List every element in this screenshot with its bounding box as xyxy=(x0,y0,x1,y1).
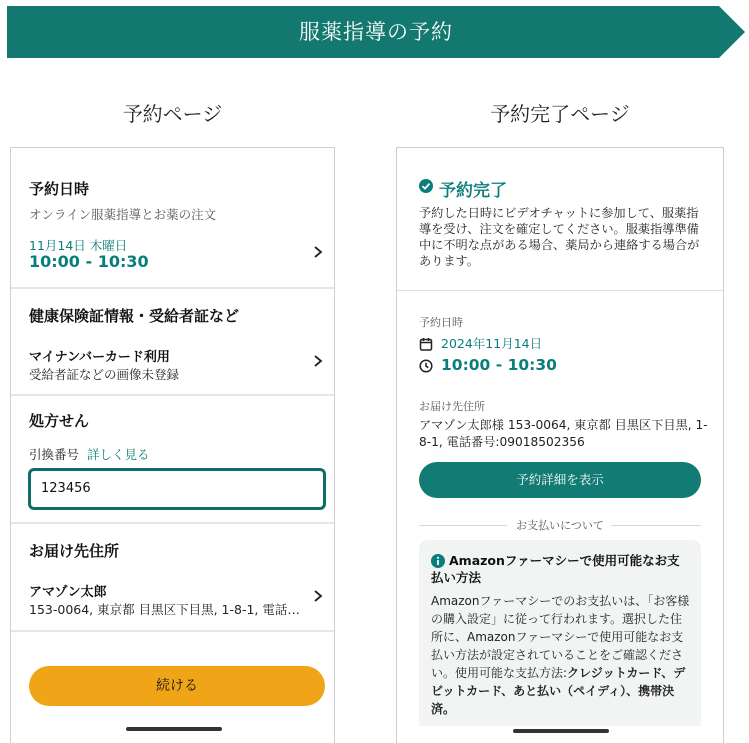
complete-title: 予約完了 xyxy=(439,181,507,201)
time-row xyxy=(419,356,557,374)
chevron-right-icon xyxy=(312,246,324,258)
section-divider xyxy=(397,290,723,291)
details-link[interactable]: 詳しく見る xyxy=(87,447,150,462)
reservation-screen xyxy=(10,147,335,743)
payment-info-body xyxy=(431,592,693,718)
mynumber-card-label: マイナンバーカード利用 xyxy=(29,350,170,365)
scroll-fade xyxy=(11,636,334,660)
complete-screen xyxy=(396,147,724,743)
reservation-time: 10:00 - 10:30 xyxy=(441,356,557,374)
complete-description: 予約した日時にビデオチャットに参加して、服薬指導を受け、注文を確定してください。服薬指導準備中に不明な点がある場合、薬局から連絡する場合があります。 xyxy=(419,206,700,268)
reservation-date: 2024年11月14日 xyxy=(441,336,543,351)
datetime-label: 予約日時 xyxy=(419,316,463,329)
view-reservation-details-button[interactable]: 予約詳細を表示 xyxy=(419,462,701,498)
recipient-name: アマゾン太郎 xyxy=(29,585,107,600)
complete-page-label: 予約完了ページ xyxy=(490,102,630,126)
clock-icon xyxy=(419,358,433,372)
delivery-heading: お届け先住所 xyxy=(29,542,120,560)
insurance-status: 受給者証などの画像未登録 xyxy=(29,367,180,382)
home-indicator xyxy=(126,727,222,731)
page-banner xyxy=(7,6,745,58)
exchange-number-label: 引換番号 xyxy=(29,447,80,462)
date-row xyxy=(419,334,542,352)
reservation-time: 10:00 - 10:30 xyxy=(29,252,149,271)
insurance-section[interactable] xyxy=(11,289,334,395)
prescription-exchange-row xyxy=(29,445,150,463)
address-label: お届け先住所 xyxy=(419,400,485,413)
chevron-right-icon xyxy=(312,590,324,602)
reservation-page-label: 予約ページ xyxy=(122,102,223,126)
delivery-section[interactable] xyxy=(11,524,334,630)
payment-info-heading: Amazonファーマシーで使用可能なお支払い方法 xyxy=(431,553,680,585)
payment-divider-label: お支払いについて xyxy=(516,519,604,532)
prescription-heading: 処方せん xyxy=(29,412,90,430)
check-circle-icon xyxy=(419,178,433,192)
section-divider xyxy=(11,630,334,632)
payment-methods: クレジットカード、デビットカード、あと払い（ペイディ）、携帯決済。 xyxy=(431,666,686,716)
datetime-subtitle: オンライン服薬指導とお薬の注文 xyxy=(29,207,217,222)
calendar-icon xyxy=(419,336,433,350)
datetime-section[interactable] xyxy=(11,148,334,288)
delivery-address: 153-0064, 東京都 目黒区下目黒, 1-8-1, 電話… xyxy=(29,602,300,617)
payment-info-card xyxy=(419,540,701,743)
reservation-date: 11月14日 木曜日 xyxy=(29,238,128,253)
banner-title: 服薬指導の予約 xyxy=(299,20,453,44)
datetime-heading: 予約日時 xyxy=(29,180,90,198)
payment-info-text: Amazonファーマシーでのお支払いは、「お客様の購入設定」に従って行われます。選択した住所に、Amazonファーマシーで使用可能なお支払い方法が設定されていることをご確認ください。使用可能な支払方法: xyxy=(431,594,690,680)
continue-button[interactable]: 続ける xyxy=(29,666,325,706)
home-indicator xyxy=(513,729,609,733)
exchange-number-input[interactable]: 123456 xyxy=(28,468,326,510)
delivery-address: アマゾン太郎様 153-0064, 東京都 目黒区下目黒, 1-8-1, 電話番号:09018502356 xyxy=(419,418,708,449)
chevron-right-icon xyxy=(312,355,324,367)
insurance-heading: 健康保険証情報・受給者証など xyxy=(29,307,240,325)
